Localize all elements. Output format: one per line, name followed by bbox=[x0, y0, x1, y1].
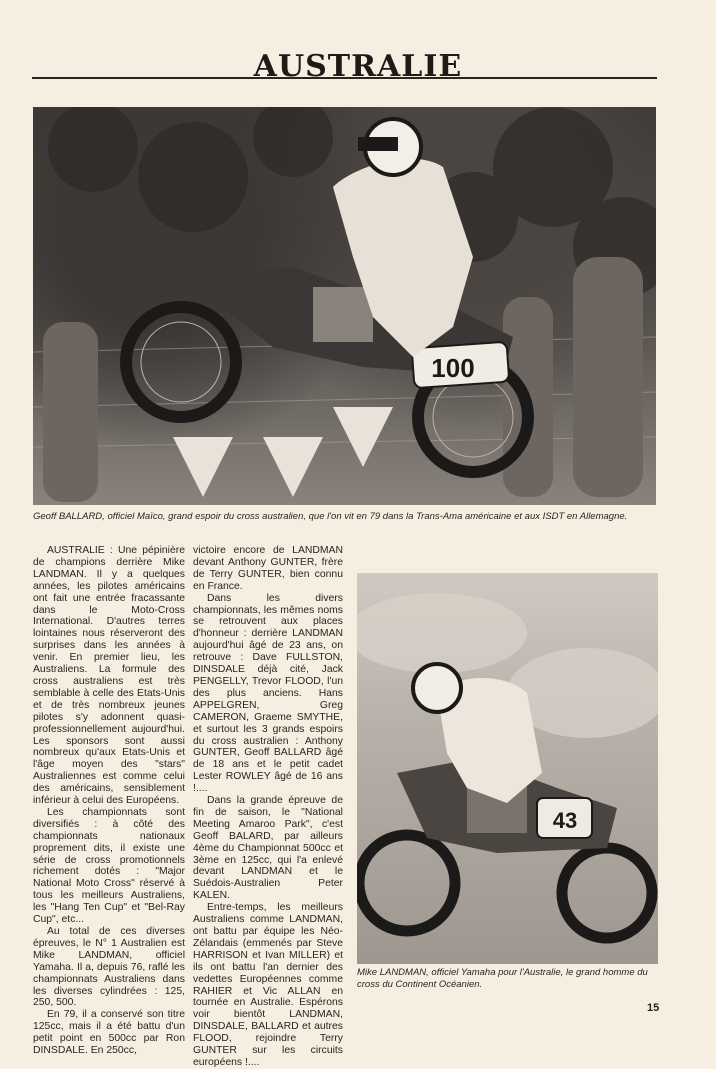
photo2-illustration bbox=[357, 573, 658, 964]
article-paragraph: Les championnats sont diversifiés : à côté des championnats nationaux proprement dits, il existe une série de cross promotionnels richement dotés : "Major National Moto Cross" réservé à tous les meilleurs Australiens, les "Hang Ten Cup" et "Bel-Ray Cup", etc... bbox=[33, 806, 185, 926]
page-number: 15 bbox=[647, 1002, 660, 1014]
photo2-caption: Mike LANDMAN, officiel Yamaha pour l'Australie, le grand homme du cross du Continent Océanien. bbox=[357, 967, 648, 990]
article-column-1 bbox=[33, 545, 185, 1057]
photo-rider-ballard bbox=[33, 107, 656, 505]
article-paragraph: Dans les divers championnats, les mêmes noms se retrouvent aux places d'honneur : derrière LANDMAN aujourd'hui âgé de 23 ans, on retrouve : Dave FULLSTON, DINSDALE déjà cité, Jack PENGELLY, Trevor FLOOD, l'un des plus anciens. Hans APPELGREN, Greg CAMERON, Graeme SMYTHE, et surtout les 3 grands espoirs du cross australien : Anthony GUNTER, Geoff BALLARD âgé de 18 ans et le petit cadet Lester ROWLEY âgé de 16 ans !.... bbox=[193, 592, 343, 795]
article-paragraph: Au total de ces diverses épreuves, le N° 1 Australien est Mike LANDMAN, officiel Yamaha. Il a, depuis 76, raflé les championnats Australiens dans les diverses cylindrées : 125, 250, 500. bbox=[33, 926, 185, 1009]
bike-number-100: 100 bbox=[431, 353, 475, 383]
photo1-caption: Geoff BALLARD, officiel Maïco, grand espoir du cross australien, que l'on vit en 79 dans la Trans-Ama américaine et aux ISDT en Allemagne. bbox=[33, 511, 628, 522]
article-paragraph: AUSTRALIE : Une pépinière de champions derrière Mike LANDMAN. Il y a quelques années, les pilotes américains ont fait une entrée fracassante dans le Moto-Cross International. D'autres terres lointaines nous réserveront des surprises dans les années à venir. En premier lieu, les Australiens. La formule des cross australiens est très semblable à celle des Etats-Unis et de très nombreux jeunes pilotes s'y adonnent quasi-professionnellement aujourd'hui. Les sponsors sont aussi nombreux qu'aux Etats-Unis et l'âge moyen des "stars" Australiennes est comme celui des américains, sensiblement inférieur à celui des Européens. bbox=[33, 545, 185, 807]
article-paragraph: Entre-temps, les meilleurs Australiens comme LANDMAN, ont battu par équipe les Néo-Zélandais (emmenés par Steve HARRISON et Ivan MILLER) et ils ont battu l'an dernier des vedettes Européennes comme RAHIER et Vic ALLAN en tournée en Australie. Espérons voir bientôt LANDMAN, DINSDALE, BALLARD et autres FLOOD, rejoindre Terry GUNTER sur les circuits européens !.... bbox=[193, 902, 343, 1068]
photo1-illustration bbox=[33, 107, 656, 505]
photo-rider-landman bbox=[357, 573, 658, 964]
article-paragraph: En 79, il a conservé son titre 125cc, mais il a été battu d'un petit point en 500cc par Ron DINSDALE. En 250cc, bbox=[33, 1009, 185, 1057]
page-title: AUSTRALIE bbox=[253, 49, 463, 84]
article-paragraph: Dans la grande épreuve de fin de saison, le "National Meeting Amaroo Park", c'est Geoff BALARD, par ailleurs 4ème du Championnat 500cc et 3ème en 125cc, qui l'a enlevé devant LANDMAN et le Suédois-Australien Peter KALEN. bbox=[193, 795, 343, 902]
article-paragraph: victoire encore de LANDMAN devant Anthony GUNTER, frère de Terry GUNTER, bien connu en France. bbox=[193, 545, 343, 592]
bike-number-43: 43 bbox=[552, 808, 578, 833]
article-column-2 bbox=[193, 545, 343, 1069]
